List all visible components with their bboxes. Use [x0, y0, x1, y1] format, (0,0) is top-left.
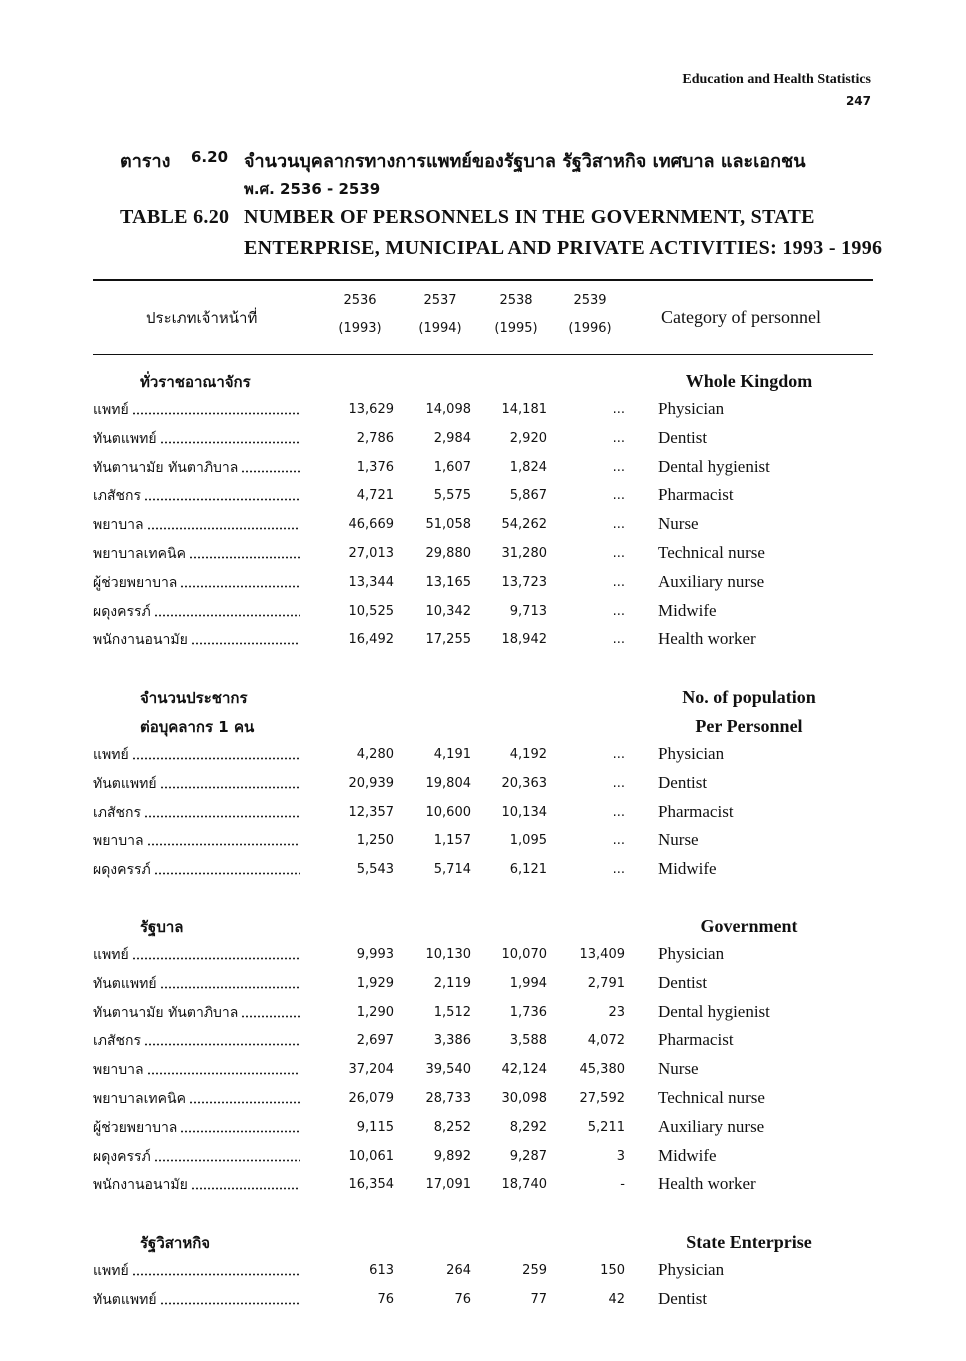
section-heading-en: State Enterprise — [686, 1232, 812, 1252]
cell-value: 3,588 — [509, 1033, 547, 1049]
cell-value: 1,095 — [509, 833, 547, 849]
section-heading-th: รัฐบาล — [140, 918, 184, 936]
leader-dots — [191, 633, 300, 647]
row-label-th: ทันตแพทย์ — [93, 775, 157, 792]
cell-value: ... — [612, 603, 625, 619]
cell-value: 14,181 — [501, 402, 547, 417]
cell-value: 9,993 — [356, 947, 394, 962]
table-row — [0, 802, 966, 826]
cell-value: ... — [612, 862, 625, 878]
cell-value: 6,121 — [509, 862, 547, 878]
cell-value: 1,376 — [356, 459, 394, 475]
row-label-en: Nurse — [658, 830, 699, 850]
section-heading-th: ทั่วราชอาณาจักร — [140, 373, 251, 391]
year-ce-1995: (1995) — [494, 321, 538, 336]
cell-value: 9,713 — [509, 603, 547, 619]
cell-value: 23 — [608, 1004, 625, 1020]
cell-value: 9,287 — [509, 1148, 547, 1164]
cell-value: 10,342 — [425, 603, 471, 619]
cell-value: 13,344 — [348, 574, 394, 590]
cell-value: 28,733 — [425, 1091, 471, 1106]
cell-value: 29,880 — [425, 546, 471, 561]
cell-value: 10,070 — [501, 947, 547, 962]
cell-value: 18,740 — [501, 1177, 547, 1193]
cell-value: 1,250 — [356, 833, 394, 849]
leader-dots — [132, 748, 300, 762]
row-label-en: Dental hygienist — [658, 456, 770, 476]
row-label-th: พยาบาล — [93, 517, 144, 534]
year-ce-1996: (1996) — [568, 321, 612, 336]
table-header-rule — [93, 354, 873, 355]
section-heading-th: รัฐวิสาหกิจ — [140, 1234, 211, 1252]
leader-dots — [189, 547, 300, 561]
row-label-en: Technical nurse — [658, 543, 765, 562]
row-label-th: พยาบาล — [93, 1062, 144, 1079]
row-label-en: Physician — [658, 744, 725, 763]
table-row — [0, 944, 966, 968]
leader-dots — [160, 432, 300, 446]
cell-value: 39,540 — [425, 1062, 471, 1078]
cell-value: 16,354 — [348, 1177, 394, 1193]
table-row — [0, 859, 966, 883]
cell-value: 2,786 — [356, 430, 394, 446]
cell-value: 45,380 — [579, 1062, 625, 1078]
title-th-line2: พ.ศ. 2536 - 2539 — [244, 180, 381, 198]
cell-value: ... — [612, 402, 625, 417]
cell-value: 5,867 — [509, 488, 547, 504]
row-label-th: เภสัชกร — [93, 804, 142, 821]
row-label-th: แพทย์ — [93, 1263, 129, 1279]
table-top-rule — [93, 279, 873, 281]
row-label-th: ผู้ช่วยพยาบาล — [93, 574, 178, 591]
cell-value: 5,211 — [587, 1119, 625, 1135]
cell-value: 4,192 — [509, 747, 547, 762]
cell-value: ... — [612, 430, 625, 446]
cell-value: 264 — [446, 1263, 471, 1278]
row-label-th: ทันตแพทย์ — [93, 975, 157, 992]
row-label-en: Physician — [658, 399, 725, 418]
cell-value: 1,736 — [509, 1004, 547, 1020]
row-label-en: Dentist — [658, 972, 708, 992]
cell-value: 42,124 — [501, 1062, 547, 1078]
table-row — [0, 514, 966, 538]
cell-value: 27,013 — [348, 546, 394, 561]
cell-value: 5,543 — [356, 862, 394, 878]
table-row — [0, 744, 966, 768]
cell-value: 31,280 — [501, 546, 547, 561]
running-header: Education and Health Statistics — [682, 72, 871, 87]
cell-value: 27,592 — [579, 1091, 625, 1106]
cell-value: 17,255 — [425, 632, 471, 648]
title-en-line1: NUMBER OF PERSONNELS IN THE GOVERNMENT, STATE — [244, 206, 815, 228]
section-heading-en: No. of population — [682, 687, 816, 707]
year-ce-1994: (1994) — [418, 321, 462, 336]
year-ce-1993: (1993) — [338, 321, 382, 336]
cell-value: 2,119 — [433, 975, 471, 991]
table-row — [0, 1030, 966, 1054]
english-column-header: Category of personnel — [661, 307, 821, 327]
cell-value: 19,804 — [425, 775, 471, 791]
leader-dots — [191, 1178, 300, 1192]
cell-value: 16,492 — [348, 632, 394, 648]
cell-value: 54,262 — [501, 517, 547, 533]
row-label-th: เภสัชกร — [93, 1033, 142, 1050]
table-row — [0, 773, 966, 797]
table-row — [0, 399, 966, 423]
table-row — [0, 830, 966, 854]
table-row — [0, 1117, 966, 1141]
row-label-en: Midwife — [658, 1145, 717, 1165]
row-label-th: แพทย์ — [93, 947, 129, 963]
year-be-2537: 2537 — [423, 293, 457, 308]
leader-dots — [180, 1121, 300, 1135]
table-row — [0, 1002, 966, 1026]
cell-value: - — [620, 1177, 625, 1193]
page-number: 247 — [845, 94, 871, 108]
cell-value: 46,669 — [348, 517, 394, 533]
table-row — [0, 543, 966, 567]
cell-value: 10,134 — [501, 804, 547, 820]
table-row — [0, 428, 966, 452]
cell-value: 9,115 — [356, 1119, 394, 1135]
cell-value: 3 — [616, 1148, 625, 1164]
cell-value: 4,721 — [356, 488, 394, 504]
row-label-th: ผดุงครรภ์ — [93, 862, 151, 879]
title-en-label: TABLE 6.20 — [120, 206, 230, 228]
cell-value: 42 — [608, 1291, 625, 1307]
row-label-th: ทันตแพทย์ — [93, 430, 157, 447]
leader-dots — [147, 1063, 300, 1077]
table-row — [0, 1146, 966, 1170]
table-row — [0, 601, 966, 625]
row-label-en: Auxiliary nurse — [658, 1116, 765, 1136]
row-label-en: Technical nurse — [658, 1088, 765, 1107]
row-label-en: Dentist — [658, 427, 708, 447]
cell-value: ... — [612, 632, 625, 648]
cell-value: 76 — [377, 1291, 394, 1307]
cell-value: 17,091 — [425, 1177, 471, 1193]
table-row — [0, 1059, 966, 1083]
cell-value: 1,929 — [356, 975, 394, 991]
title-th-label: ตาราง — [120, 151, 171, 172]
leader-dots — [241, 1006, 300, 1020]
cell-value: 76 — [454, 1291, 471, 1307]
cell-value: 3,386 — [433, 1033, 471, 1049]
row-label-th: เภสัชกร — [93, 488, 142, 505]
section-heading-th: จำนวนประชากร — [140, 689, 248, 707]
cell-value: 20,363 — [501, 775, 547, 791]
cell-value: 1,157 — [433, 833, 471, 849]
cell-value: 18,942 — [501, 632, 547, 648]
row-label-th: ผดุงครรภ์ — [93, 603, 151, 620]
cell-value: 613 — [369, 1263, 394, 1278]
cell-value: 259 — [522, 1263, 547, 1278]
row-label-en: Midwife — [658, 600, 717, 620]
cell-value: 150 — [600, 1263, 625, 1278]
title-en-line2: ENTERPRISE, MUNICIPAL AND PRIVATE ACTIVITIES: 1993 - 1996 — [244, 237, 883, 259]
year-be-2538: 2538 — [499, 293, 533, 308]
cell-value: 8,292 — [509, 1119, 547, 1135]
row-label-th: พยาบาลเทคนิค — [93, 1091, 186, 1107]
table-row — [0, 1174, 966, 1198]
leader-dots — [144, 1034, 300, 1048]
leader-dots — [147, 518, 300, 532]
leader-dots — [132, 403, 300, 417]
table-row — [0, 1260, 966, 1284]
cell-value: ... — [612, 546, 625, 561]
cell-value: ... — [612, 804, 625, 820]
cell-value: 1,290 — [356, 1004, 394, 1020]
cell-value: 5,575 — [433, 488, 471, 504]
cell-value: 20,939 — [348, 775, 394, 791]
cell-value: 9,892 — [433, 1148, 471, 1164]
cell-value: 2,791 — [587, 975, 625, 991]
row-label-en: Health worker — [658, 629, 756, 649]
row-label-en: Auxiliary nurse — [658, 571, 765, 591]
table-row — [0, 485, 966, 509]
row-label-th: ผดุงครรภ์ — [93, 1148, 151, 1165]
leader-dots — [154, 1150, 300, 1164]
cell-value: 37,204 — [348, 1062, 394, 1078]
cell-value: 2,697 — [356, 1033, 394, 1049]
table-row — [0, 457, 966, 481]
cell-value: 1,607 — [433, 459, 471, 475]
row-label-en: Pharmacist — [658, 801, 734, 821]
row-label-en: Pharmacist — [658, 1030, 734, 1050]
section-heading-th: ต่อบุคลากร 1 คน — [140, 718, 255, 736]
leader-dots — [160, 977, 300, 991]
row-label-th: ทันตานามัย ทันตาภิบาล — [93, 1004, 239, 1021]
cell-value: 12,357 — [348, 804, 394, 820]
leader-dots — [189, 1092, 300, 1106]
cell-value: 2,984 — [433, 430, 471, 446]
row-label-en: Dentist — [658, 772, 708, 792]
title-th-line1: จำนวนบุคลากรทางการแพทย์ของรัฐบาล รัฐวิสาหกิจ เทศบาล และเอกชน — [244, 151, 806, 172]
cell-value: ... — [612, 459, 625, 475]
cell-value: 51,058 — [425, 517, 471, 533]
cell-value: ... — [612, 833, 625, 849]
cell-value: 4,191 — [433, 747, 471, 762]
year-be-2539: 2539 — [573, 293, 607, 308]
cell-value: 4,280 — [356, 747, 394, 762]
cell-value: 10,600 — [425, 804, 471, 820]
row-label-th: ทันตานามัย ทันตาภิบาล — [93, 459, 239, 476]
cell-value: 1,512 — [433, 1004, 471, 1020]
row-label-en: Pharmacist — [658, 485, 734, 505]
cell-value: 13,629 — [348, 402, 394, 417]
cell-value: 13,723 — [501, 574, 547, 590]
cell-value: 13,165 — [425, 574, 471, 590]
row-label-th: แพทย์ — [93, 747, 129, 763]
cell-value: 10,061 — [348, 1148, 394, 1164]
section-heading-en: Whole Kingdom — [685, 371, 813, 391]
leader-dots — [147, 834, 300, 848]
cell-value: 13,409 — [579, 947, 625, 962]
cell-value: 1,994 — [509, 975, 547, 991]
table-row — [0, 572, 966, 596]
cell-value: 1,824 — [509, 459, 547, 475]
row-label-th: พนักงานอนามัย — [93, 632, 188, 649]
row-label-en: Health worker — [658, 1174, 756, 1194]
leader-dots — [160, 777, 300, 791]
leader-dots — [144, 489, 300, 503]
cell-value: ... — [612, 517, 625, 533]
row-label-en: Physician — [658, 944, 725, 963]
cell-value: 26,079 — [348, 1091, 394, 1106]
leader-dots — [180, 576, 300, 590]
row-label-en: Dentist — [658, 1288, 708, 1308]
row-label-en: Dental hygienist — [658, 1001, 770, 1021]
row-label-th: แพทย์ — [93, 402, 129, 418]
cell-value: 2,920 — [509, 430, 547, 446]
cell-value: 77 — [530, 1291, 547, 1307]
row-label-en: Nurse — [658, 1059, 699, 1079]
table-row — [0, 1088, 966, 1112]
table-row — [0, 973, 966, 997]
leader-dots — [160, 1293, 300, 1307]
table-row — [0, 1289, 966, 1313]
cell-value: ... — [612, 747, 625, 762]
cell-value: ... — [612, 775, 625, 791]
cell-value: ... — [612, 574, 625, 590]
leader-dots — [144, 806, 300, 820]
leader-dots — [132, 1264, 300, 1278]
cell-value: ... — [612, 488, 625, 504]
row-label-th: พยาบาลเทคนิค — [93, 546, 186, 562]
leader-dots — [241, 461, 300, 475]
row-label-th: พนักงานอนามัย — [93, 1177, 188, 1194]
cell-value: 10,525 — [348, 603, 394, 619]
cell-value: 10,130 — [425, 947, 471, 962]
year-be-2536: 2536 — [343, 293, 377, 308]
row-label-en: Midwife — [658, 859, 717, 879]
title-th-number: 6.20 — [191, 148, 229, 166]
leader-dots — [132, 948, 300, 962]
row-label-en: Nurse — [658, 514, 699, 534]
section-heading-en: Per Personnel — [695, 716, 803, 736]
row-label-th: ผู้ช่วยพยาบาล — [93, 1119, 178, 1136]
leader-dots — [154, 863, 300, 877]
row-label-en: Physician — [658, 1260, 725, 1279]
row-label-th: พยาบาล — [93, 833, 144, 850]
leader-dots — [154, 605, 300, 619]
cell-value: 4,072 — [587, 1033, 625, 1049]
cell-value: 5,714 — [433, 862, 471, 878]
thai-column-header: ประเภทเจ้าหน้าที่ — [146, 309, 258, 327]
cell-value: 14,098 — [425, 402, 471, 417]
table-row — [0, 629, 966, 653]
cell-value: 30,098 — [501, 1091, 547, 1106]
row-label-th: ทันตแพทย์ — [93, 1291, 157, 1308]
section-heading-en: Government — [700, 916, 798, 936]
cell-value: 8,252 — [433, 1119, 471, 1135]
